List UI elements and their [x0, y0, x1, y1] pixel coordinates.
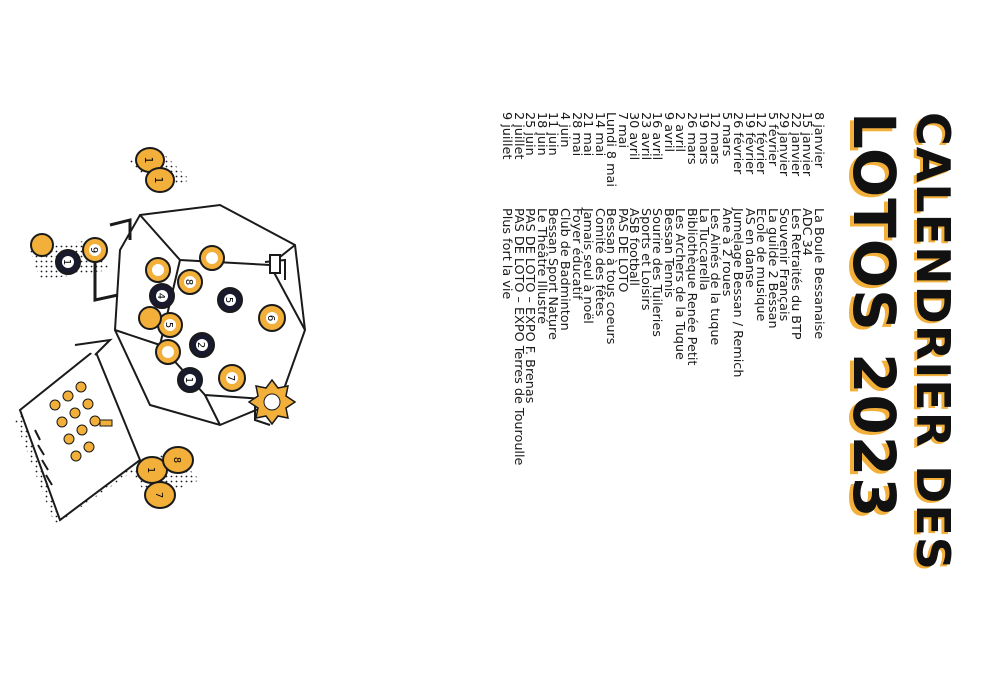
event-date: 26 mars — [683, 112, 699, 165]
event-name: Jamais seul à noël — [580, 208, 596, 324]
svg-text:4: 4 — [155, 292, 166, 300]
event-date: 4 juin — [556, 112, 572, 148]
event-date: 15 janvier — [799, 112, 815, 177]
event-date: 2 juillet — [510, 112, 526, 160]
event-date: 9 juillet — [499, 112, 515, 160]
event-date: 5 février — [764, 112, 780, 167]
event-name: Bessan Tennis — [660, 208, 676, 298]
event-name: La guilde 2 Bessan — [764, 208, 780, 329]
event-name: Sports et Loisirs — [637, 208, 653, 311]
event-name: Jumelage Bessan / Remich — [730, 208, 746, 378]
svg-text:1: 1 — [152, 176, 165, 184]
svg-text:1: 1 — [142, 156, 155, 164]
event-date: 8 janvier — [811, 112, 826, 168]
event-name: Comité des fêtes — [591, 208, 607, 317]
event-date: 5 mars — [718, 112, 734, 157]
event-date: 26 février — [730, 112, 746, 175]
event-name: Les Retraités du BTP — [787, 208, 803, 340]
event-date: 11 juin — [545, 112, 561, 156]
event-name: Foyer éducatif — [568, 208, 584, 300]
event-name: AS en danse — [741, 208, 757, 288]
event-date: 9 avril — [660, 112, 676, 152]
event-row — [558, 112, 570, 465]
svg-text:7: 7 — [225, 374, 236, 382]
event-name: La Boule Bessanaise — [811, 208, 826, 340]
svg-text:8: 8 — [171, 456, 182, 464]
event-name: Bessan Sport Nature — [545, 208, 561, 340]
event-name: Club de Badminton — [556, 208, 572, 331]
event-name: Sourire des Tuileries — [649, 208, 665, 337]
poster-title-line1: CALENDRIER DES — [906, 112, 960, 571]
event-name: Ecole de musique — [753, 208, 769, 322]
event-date: 12 février — [753, 112, 769, 175]
svg-text:1: 1 — [61, 258, 72, 266]
event-row — [812, 112, 824, 465]
event-date: 16 avril — [649, 112, 665, 161]
svg-text:8: 8 — [183, 278, 194, 286]
event-date: 22 janvier — [787, 112, 803, 177]
svg-text:1: 1 — [145, 466, 156, 474]
event-name: Bibliothèque Renée Petit — [683, 208, 699, 366]
svg-text:1: 1 — [183, 376, 194, 384]
event-date: 2 avril — [672, 112, 688, 152]
event-date: 30 avril — [626, 112, 642, 161]
poster-title-line2: LOTOS 2023 — [840, 112, 908, 519]
svg-text:6: 6 — [265, 314, 276, 322]
event-name: Souvenir Français — [776, 208, 792, 322]
event-date: 19 mars — [695, 112, 711, 165]
event-name: ADC 34 — [799, 208, 815, 256]
event-date: 14 mai — [591, 112, 607, 157]
svg-text:9: 9 — [88, 246, 99, 254]
event-row — [535, 112, 547, 465]
event-name: PAS DE LOTO – EXPO F. Brenas — [522, 208, 538, 404]
svg-text:5: 5 — [163, 321, 174, 329]
event-name: Les Archers de la Tuque — [672, 208, 688, 360]
event-name: PAS DE LOTO — [614, 208, 630, 293]
event-date: 18 juin — [533, 112, 549, 156]
event-date: 28 mai — [568, 112, 584, 157]
event-name: Les Ainés de la tuque — [707, 208, 723, 346]
event-date: Lundi 8 mai — [603, 112, 619, 187]
event-name: ASB football — [626, 208, 642, 286]
event-name: Bessan à tous coeurs — [603, 208, 619, 345]
event-date: 23 avril — [637, 112, 653, 161]
event-row — [789, 112, 801, 465]
event-date: 7 mai — [614, 112, 630, 149]
event-name: Ane à 2 roues — [718, 208, 734, 297]
svg-text:5: 5 — [223, 296, 234, 304]
event-date: 21 mai — [580, 112, 596, 157]
event-date: 29 janvier — [776, 112, 792, 177]
svg-text:7: 7 — [153, 491, 164, 499]
event-name: Le Théâtre Illustré — [533, 208, 549, 324]
event-list — [501, 112, 824, 465]
event-date: 25 juin — [522, 112, 538, 156]
event-date: 19 février — [741, 112, 757, 175]
event-name: PAS DE LOTO – EXPO Terres de Touroulle — [510, 208, 526, 466]
event-name: Plus fort la vie — [499, 208, 515, 300]
event-date: 12 mars — [707, 112, 723, 165]
event-row — [639, 112, 651, 465]
event-name: La Tuccarella — [695, 208, 711, 291]
event-row — [685, 112, 697, 465]
event-row — [662, 112, 674, 465]
svg-text:2: 2 — [195, 341, 206, 349]
